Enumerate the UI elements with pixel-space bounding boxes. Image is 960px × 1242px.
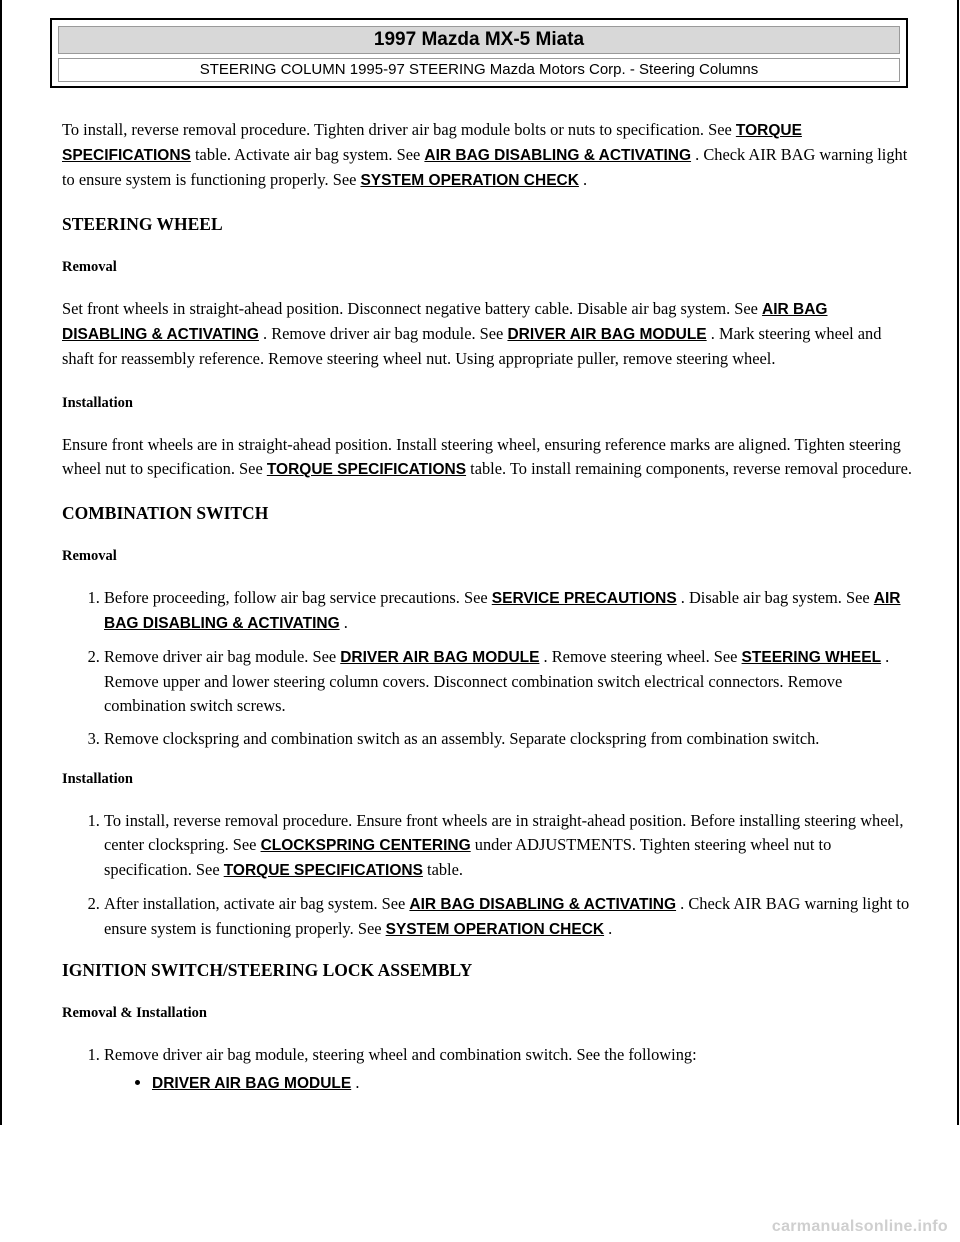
link-clockspring-centering[interactable]: CLOCKSPRING CENTERING (260, 837, 471, 854)
page-header (50, 18, 908, 88)
text: . (351, 1073, 360, 1092)
subheading-installation: Installation (62, 771, 133, 787)
section-heading-steering-wheel: STEERING WHEEL (62, 214, 223, 234)
text: Remove driver air bag module. See (104, 647, 341, 666)
subheading-removal-installation: Removal & Installation (62, 1005, 207, 1021)
sub-list (104, 1071, 914, 1096)
steering-wheel-installation-paragraph (62, 433, 914, 482)
link-steering-wheel[interactable]: STEERING WHEEL (741, 649, 882, 666)
text: Before proceeding, follow air bag service precautions. See (104, 588, 492, 607)
link-system-operation-check[interactable]: SYSTEM OPERATION CHECK (385, 921, 605, 938)
link-torque-specifications[interactable]: TORQUE SPECIFICATIONS (62, 122, 802, 164)
text: To install, reverse removal procedure. Ensure front wheels are in straight-ahead position. Before installing steering wheel, center clockspring. See (104, 811, 904, 854)
link-air-bag-disabling[interactable]: AIR BAG DISABLING & ACTIVATING (409, 896, 677, 913)
site-watermark: carmanualsonline.info (771, 1218, 948, 1235)
list-item (104, 586, 914, 636)
page-frame-right (957, 0, 959, 1125)
link-torque-specifications[interactable]: TORQUE SPECIFICATIONS (223, 862, 423, 879)
steering-wheel-removal-paragraph (62, 297, 914, 371)
text: table. To install remaining components, reverse removal procedure. (466, 459, 913, 478)
text: . Remove upper and lower steering column covers. Disconnect combination switch electrical connectors. Remove combination switch screws. (104, 647, 890, 715)
text: Remove clockspring and combination switch as an assembly. Separate clockspring from combination switch. (104, 729, 820, 748)
ignition-switch-steps (62, 1043, 914, 1096)
header-subtitle: STEERING COLUMN 1995-97 STEERING Mazda Motors Corp. - Steering Columns (58, 58, 900, 82)
text: table. Activate air bag system. See (190, 145, 425, 164)
text: . Remove driver air bag module. See (258, 324, 508, 343)
text: Remove driver air bag module, steering wheel and combination switch. See the following: (104, 1045, 697, 1064)
text: . Disable air bag system. See (676, 588, 874, 607)
subheading-removal: Removal (62, 548, 117, 564)
text: After installation, activate air bag system. See (104, 894, 410, 913)
text: To install, reverse removal procedure. Tighten driver air bag module bolts or nuts to specification. See (62, 120, 736, 139)
link-air-bag-disabling[interactable]: AIR BAG DISABLING & ACTIVATING (62, 301, 828, 343)
list-item (104, 1043, 914, 1096)
list-item (104, 809, 914, 883)
text: . Check AIR BAG warning light to ensure system is functioning properly. See (104, 894, 910, 938)
text: . Remove steering wheel. See (539, 647, 742, 666)
text: . (604, 919, 613, 938)
list-item (152, 1071, 914, 1096)
section-heading-combination-switch: COMBINATION SWITCH (62, 503, 269, 523)
list-item (104, 727, 914, 751)
text: Set front wheels in straight-ahead position. Disconnect negative battery cable. Disable air bag system. See (62, 299, 763, 318)
link-torque-specifications[interactable]: TORQUE SPECIFICATIONS (266, 461, 467, 478)
header-title: 1997 Mazda MX-5 Miata (58, 26, 900, 54)
text: . Check AIR BAG warning light to ensure system is functioning properly. See (62, 145, 908, 189)
link-driver-air-bag-module[interactable]: DRIVER AIR BAG MODULE (507, 326, 707, 343)
document-content (62, 118, 914, 1096)
intro-paragraph (62, 118, 914, 193)
section-heading-ignition-switch: IGNITION SWITCH/STEERING LOCK ASSEMBLY (62, 960, 473, 980)
link-air-bag-disabling[interactable]: AIR BAG DISABLING & ACTIVATING (104, 590, 901, 632)
combination-switch-removal-steps (62, 586, 914, 751)
subheading-installation: Installation (62, 395, 133, 411)
text: Ensure front wheels are in straight-ahead position. Install steering wheel, ensuring reference marks are aligned. Tighten steering wheel nut to specification. See (62, 435, 901, 478)
text: . (578, 170, 588, 189)
combination-switch-installation-steps (62, 809, 914, 942)
text: table. (422, 860, 463, 879)
page-frame-left (0, 0, 2, 1125)
link-driver-air-bag-module[interactable]: DRIVER AIR BAG MODULE (152, 1075, 352, 1092)
text: under ADJUSTMENTS. Tighten steering wheel nut to specification. See (104, 835, 832, 879)
text: . Mark steering wheel and shaft for reassembly reference. Remove steering wheel nut. Using appropriate puller, remove steering wheel. (62, 324, 882, 368)
link-driver-air-bag-module[interactable]: DRIVER AIR BAG MODULE (340, 649, 540, 666)
text: . (339, 613, 348, 632)
list-item (104, 645, 914, 718)
list-item (104, 892, 914, 942)
link-system-operation-check[interactable]: SYSTEM OPERATION CHECK (360, 172, 579, 189)
subheading-removal: Removal (62, 259, 117, 275)
link-service-precautions[interactable]: SERVICE PRECAUTIONS (491, 590, 677, 607)
link-air-bag-disabling[interactable]: AIR BAG DISABLING & ACTIVATING (424, 147, 692, 164)
